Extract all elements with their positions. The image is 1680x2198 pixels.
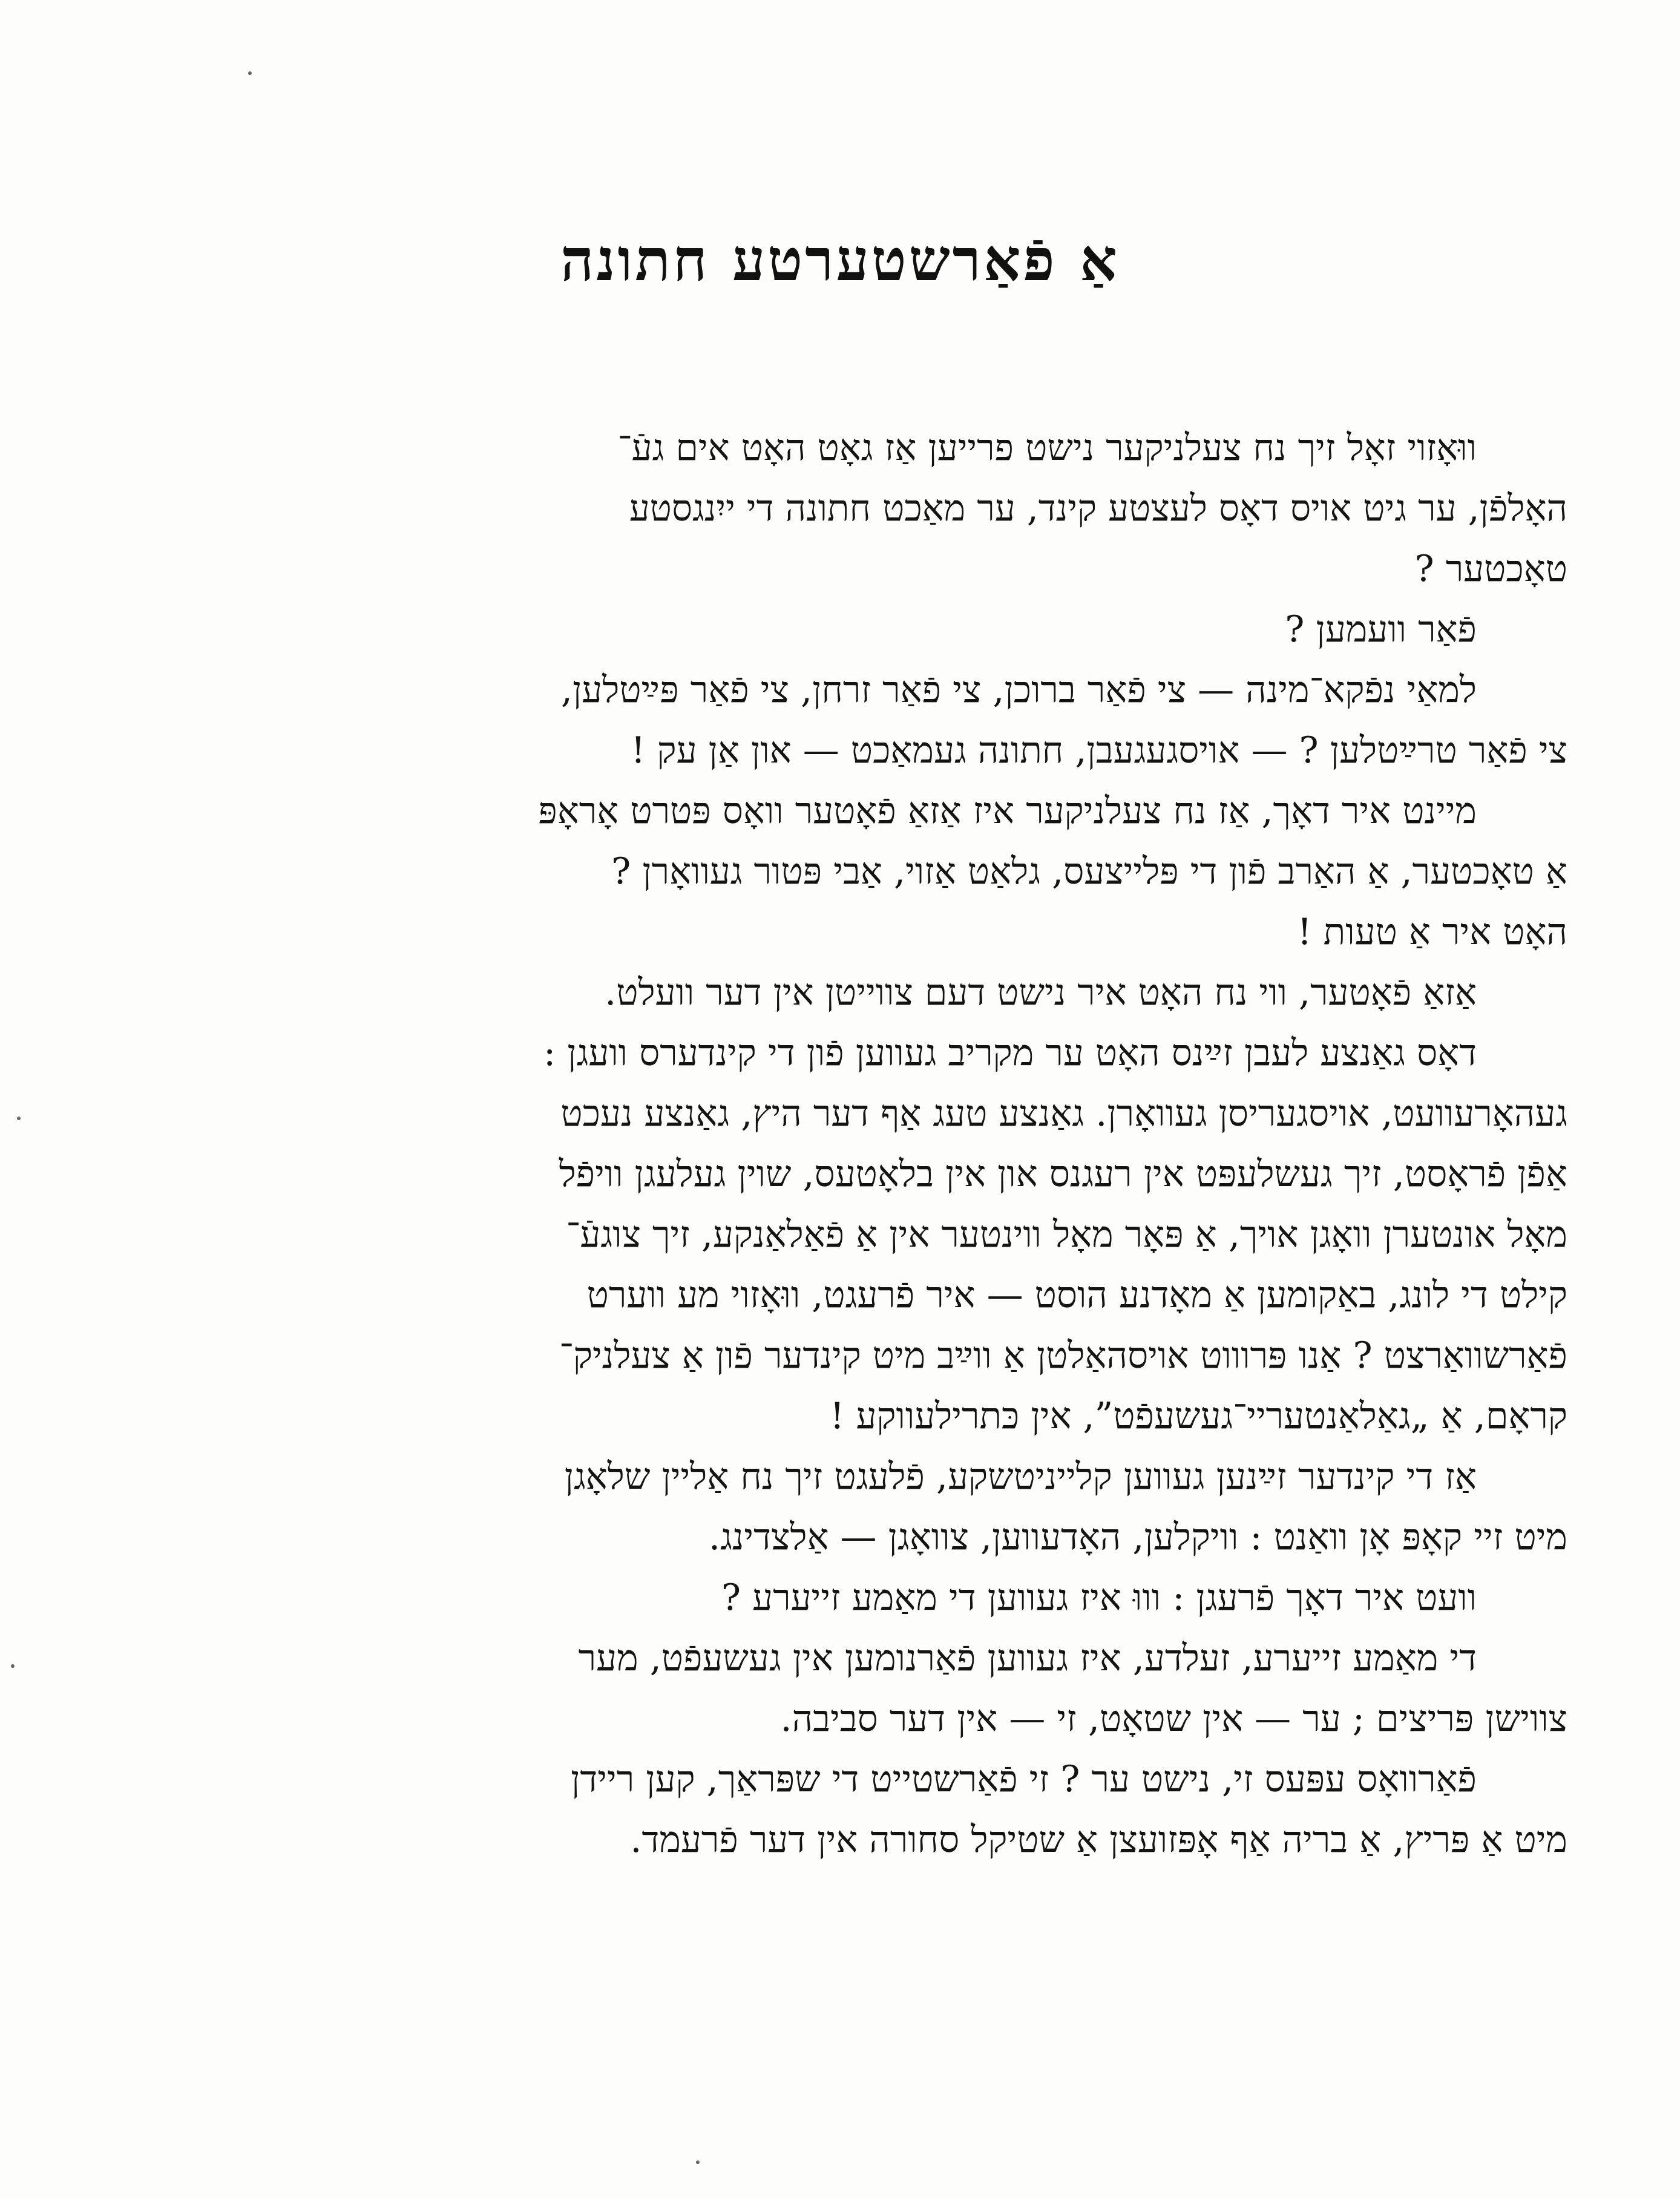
text-line: דאָס גאַנצע לעבן זײַנס האָט ער מקריב געווען פֿון די קינדערס וועגן : xyxy=(543,1032,1477,1074)
text-line: צי פֿאַר טרײַטלען ? — אויסגעגעבן, חתונה געמאַכט — און אַן עק ! xyxy=(631,729,1567,772)
text-line: די מאַמע זייערע, זעלדע, איז געווען פֿאַרנומען אין געשעפֿט, מער xyxy=(578,1637,1477,1679)
text-line: צווישן פּריצים ; ער — אין שטאָט, זי — אין דער סביבה. xyxy=(780,1698,1567,1740)
text-line: מאָל אונטערן וואָגן אויך, אַ פּאָר מאָל ווינטער אין אַ פֿאַלאַנקע, זיך צוגעֿ־ xyxy=(566,1213,1567,1256)
text-line: מיט זיי קאָפּ אָן וואַנט : וויקלען, האָדעווען, צוואָגן — אַלצדינג. xyxy=(709,1516,1567,1558)
text-line: האָט איר אַ טעות ! xyxy=(1297,911,1567,953)
text-line: געהאָרעוועט, אויסגעריסן געוואָרן. גאַנצע טעג אַף דער היץ, גאַנצע נעכט xyxy=(560,1092,1567,1135)
text-line: למאַי נפֿקא־מינה — צי פֿאַר ברוכן, צי פֿאַר זרחן, צי פֿאַר פּײַטלען, xyxy=(560,669,1477,711)
text-line: מיט אַ פּריץ, אַ בריה אַף אָפּזועצן אַ שטיקל סחורה אין דער פֿרעמד. xyxy=(630,1819,1567,1861)
text-line: אַזאַ פֿאָטער, ווי נח האָט איר נישט דעם צווייטן אין דער וועלט. xyxy=(605,971,1477,1014)
scan-speck xyxy=(248,71,252,75)
paragraph-6 xyxy=(151,1023,1567,1446)
paragraph-3 xyxy=(151,660,1567,781)
paragraph-5 xyxy=(151,962,1567,1023)
text-line: אַ טאָכטער, אַ האַרב פֿון די פּלייצעס, גלאַט אַזוי, אַבי פּטור געוואָרן ? xyxy=(611,850,1567,893)
scan-speck xyxy=(11,1664,15,1668)
text-line: קראָם, אַ „גאַלאַנטעריי־געשעפֿט”, אין כּתרילעווקע ! xyxy=(830,1395,1567,1437)
paragraph-9 xyxy=(151,1628,1567,1749)
text-line: וועט איר דאָך פֿרעגן : וווּ איז געווען די מאַמע זייערע ? xyxy=(721,1576,1477,1619)
text-line: פֿאַר וועמען ? xyxy=(1285,608,1477,651)
page-title: אַ פֿאַרשטערטע חתונה xyxy=(560,226,1120,294)
paragraph-10 xyxy=(151,1749,1567,1870)
text-line: פֿאַרשוואַרצט ? אַנו פּרוווט אויסהאַלטן אַ ווײַב מיט קינדער פֿון אַ צעלניק־ xyxy=(559,1334,1567,1377)
paragraph-7 xyxy=(151,1446,1567,1567)
text-line: אַפֿן פֿראָסט, זיך געשלעפּט אין רעגנס און אין בלאָטעס, שוין געלעגן וויפֿל xyxy=(559,1153,1567,1195)
text-line: האָלפֿן, ער גיט אויס דאָס לעצטע קינד, ער מאַכט חתונה די ייִנגסטע xyxy=(629,487,1567,530)
text-line: פֿאַרוואָס עפּעס זי, נישט ער ? זי פֿאַרשטייט די שפּראַך, קען ריידן xyxy=(571,1758,1477,1800)
scan-speck xyxy=(696,2160,700,2164)
text-line: מיינט איר דאָך, אַז נח צעלניקער איז אַזאַ פֿאָטער וואָס פּטרט אָראָפּ xyxy=(538,790,1477,832)
text-line: טאָכטער ? xyxy=(1414,548,1567,590)
scan-speck xyxy=(17,1117,21,1120)
article-body xyxy=(151,418,1567,1870)
paragraph-1 xyxy=(151,418,1567,599)
paragraph-4 xyxy=(151,781,1567,962)
text-line: ווּאָזוי זאָל זיך נח צעלניקער נישט פרייען אַז גאָט האָט אים געֿ־ xyxy=(617,427,1477,469)
paragraph-2 xyxy=(151,599,1567,660)
text-line: קילט די לונג, באַקומען אַ מאָדנע הוסט — איר פֿרעגט, ווּאָזוי מע ווערט xyxy=(586,1274,1567,1316)
text-line: אַז די קינדער זײַנען געווען קלייניטשקע, פֿלעגט זיך נח אַליין שלאָגן xyxy=(564,1455,1477,1498)
paragraph-8 xyxy=(151,1567,1567,1628)
